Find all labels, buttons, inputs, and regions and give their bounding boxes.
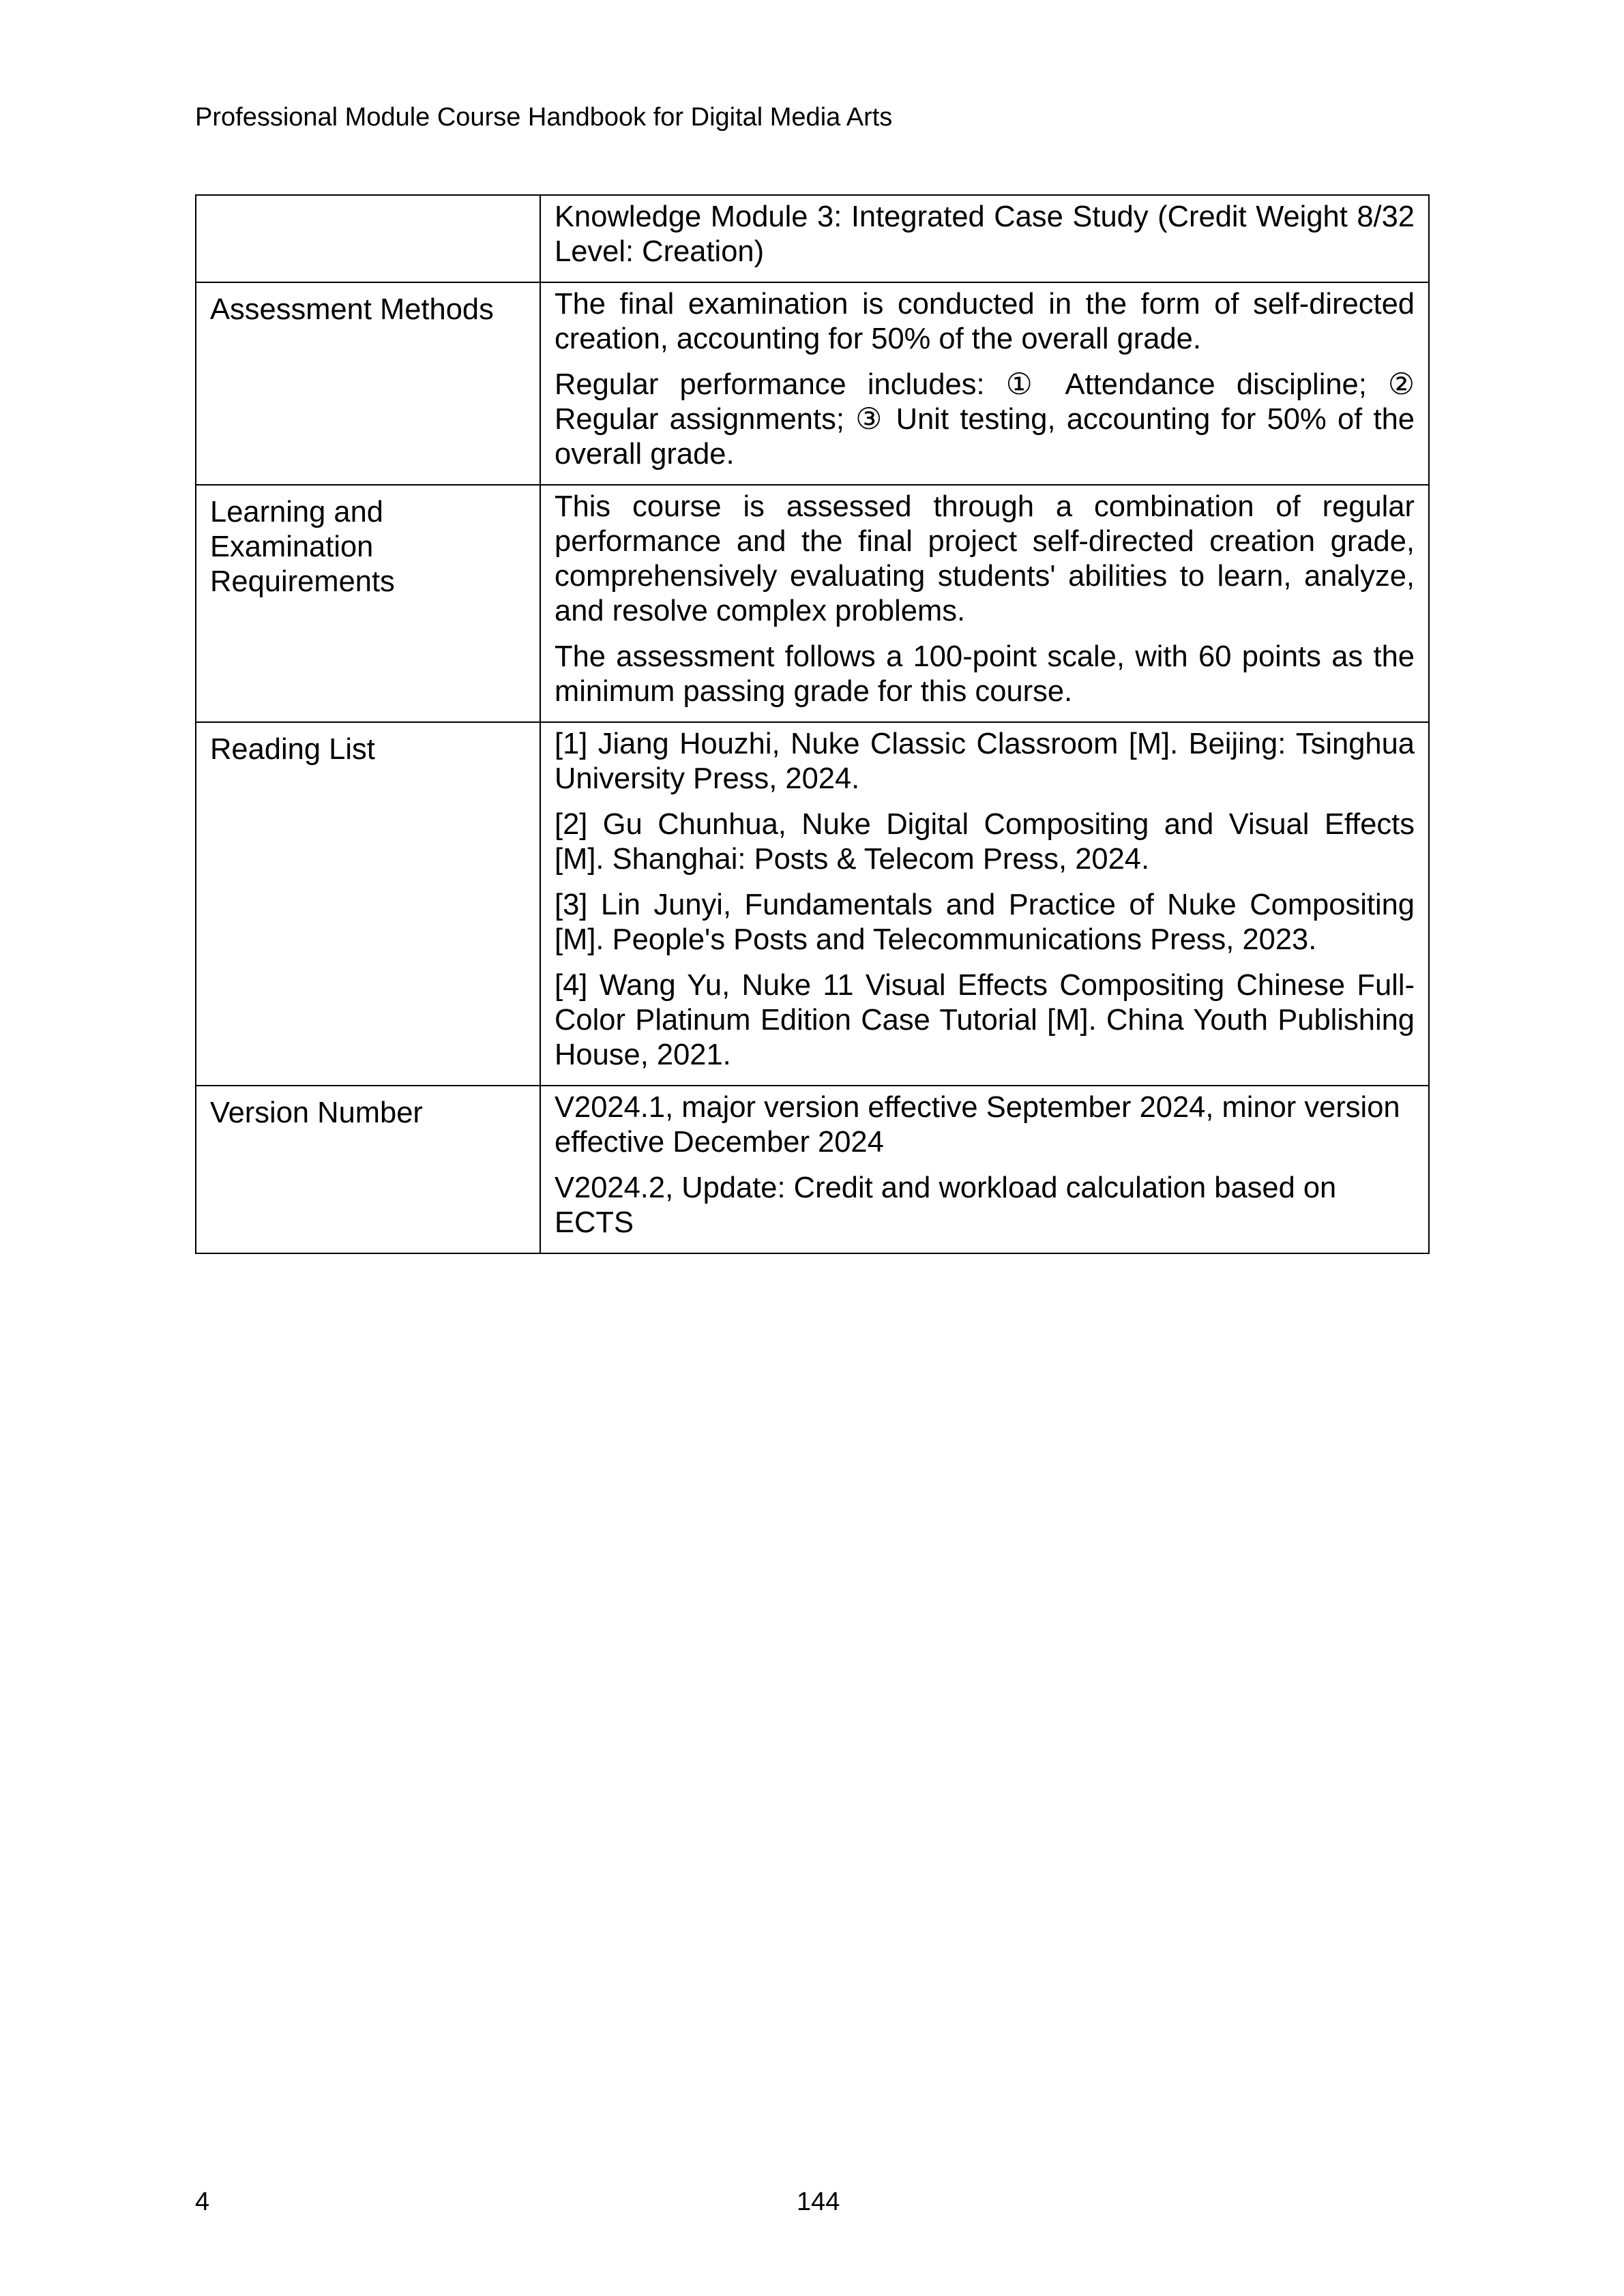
row-content-learning-exam-requirements — [540, 485, 1429, 722]
table-row-knowledge-module-3 — [196, 195, 1429, 282]
row-label-reading-list: Reading List — [196, 722, 540, 1086]
table-row-reading-list — [196, 722, 1429, 1086]
version-entry: V2024.2, Update: Credit and workload calculation based on ECTS — [555, 1172, 1337, 1239]
table-row-learning-exam-requirements — [196, 485, 1429, 722]
row-label-empty — [196, 195, 540, 282]
reading-list-item: [1] Jiang Houzhi, Nuke Classic Classroom [M]. Beijing: Tsinghua University Press, 2024. — [555, 728, 1415, 795]
row-content-reading-list — [540, 722, 1429, 1086]
row-label-learning-exam-requirements: Learning and Examination Requirements — [196, 485, 540, 722]
reading-list-item: [3] Lin Junyi, Fundamentals and Practice of Nuke Compositing [M]. People's Posts and Telecommunications Press, 2023. — [555, 889, 1415, 956]
assessment-regular-performance-text: Regular performance includes: ① Attendance discipline; ② Regular assignments; ③ Unit testing, accounting for 50% of the overall grade. — [555, 368, 1415, 471]
row-content-version-number — [540, 1086, 1429, 1253]
row-label-assessment-methods: Assessment Methods — [196, 282, 540, 485]
reading-list-item: [4] Wang Yu, Nuke 11 Visual Effects Compositing Chinese Full-Color Platinum Edition Case Tutorial [M]. China Youth Publishing House, 2021. — [555, 969, 1415, 1071]
row-content-assessment-methods — [540, 282, 1429, 485]
module-details-table — [195, 194, 1430, 1254]
table-row-version-number — [196, 1086, 1429, 1253]
requirements-assessment-text: This course is assessed through a combination of regular performance and the final project self-directed creation grade, comprehensively evaluating students' abilities to learn, analyze, and resolve complex problems. — [555, 490, 1415, 627]
row-label-version-number: Version Number — [196, 1086, 540, 1253]
table-row-assessment-methods — [196, 282, 1429, 485]
row-content-knowledge-module-3 — [540, 195, 1429, 282]
knowledge-module-3-text: Knowledge Module 3: Integrated Case Study (Credit Weight 8/32 Level: Creation) — [555, 200, 1415, 268]
requirements-passing-grade-text: The assessment follows a 100-point scale, with 60 points as the minimum passing grade for this course. — [555, 640, 1415, 708]
footer-left-number: 4 — [195, 2188, 210, 2216]
assessment-final-exam-text: The final examination is conducted in the form of self-directed creation, accounting for 50% of the overall grade. — [555, 288, 1415, 355]
reading-list-item: [2] Gu Chunhua, Nuke Digital Compositing and Visual Effects [M]. Shanghai: Posts & Telecom Press, 2024. — [555, 808, 1415, 876]
page-header-title: Professional Module Course Handbook for Digital Media Arts — [195, 103, 893, 132]
version-entry: V2024.1, major version effective September 2024, minor version effective December 2024 — [555, 1091, 1400, 1159]
footer-page-number: 144 — [797, 2188, 840, 2216]
